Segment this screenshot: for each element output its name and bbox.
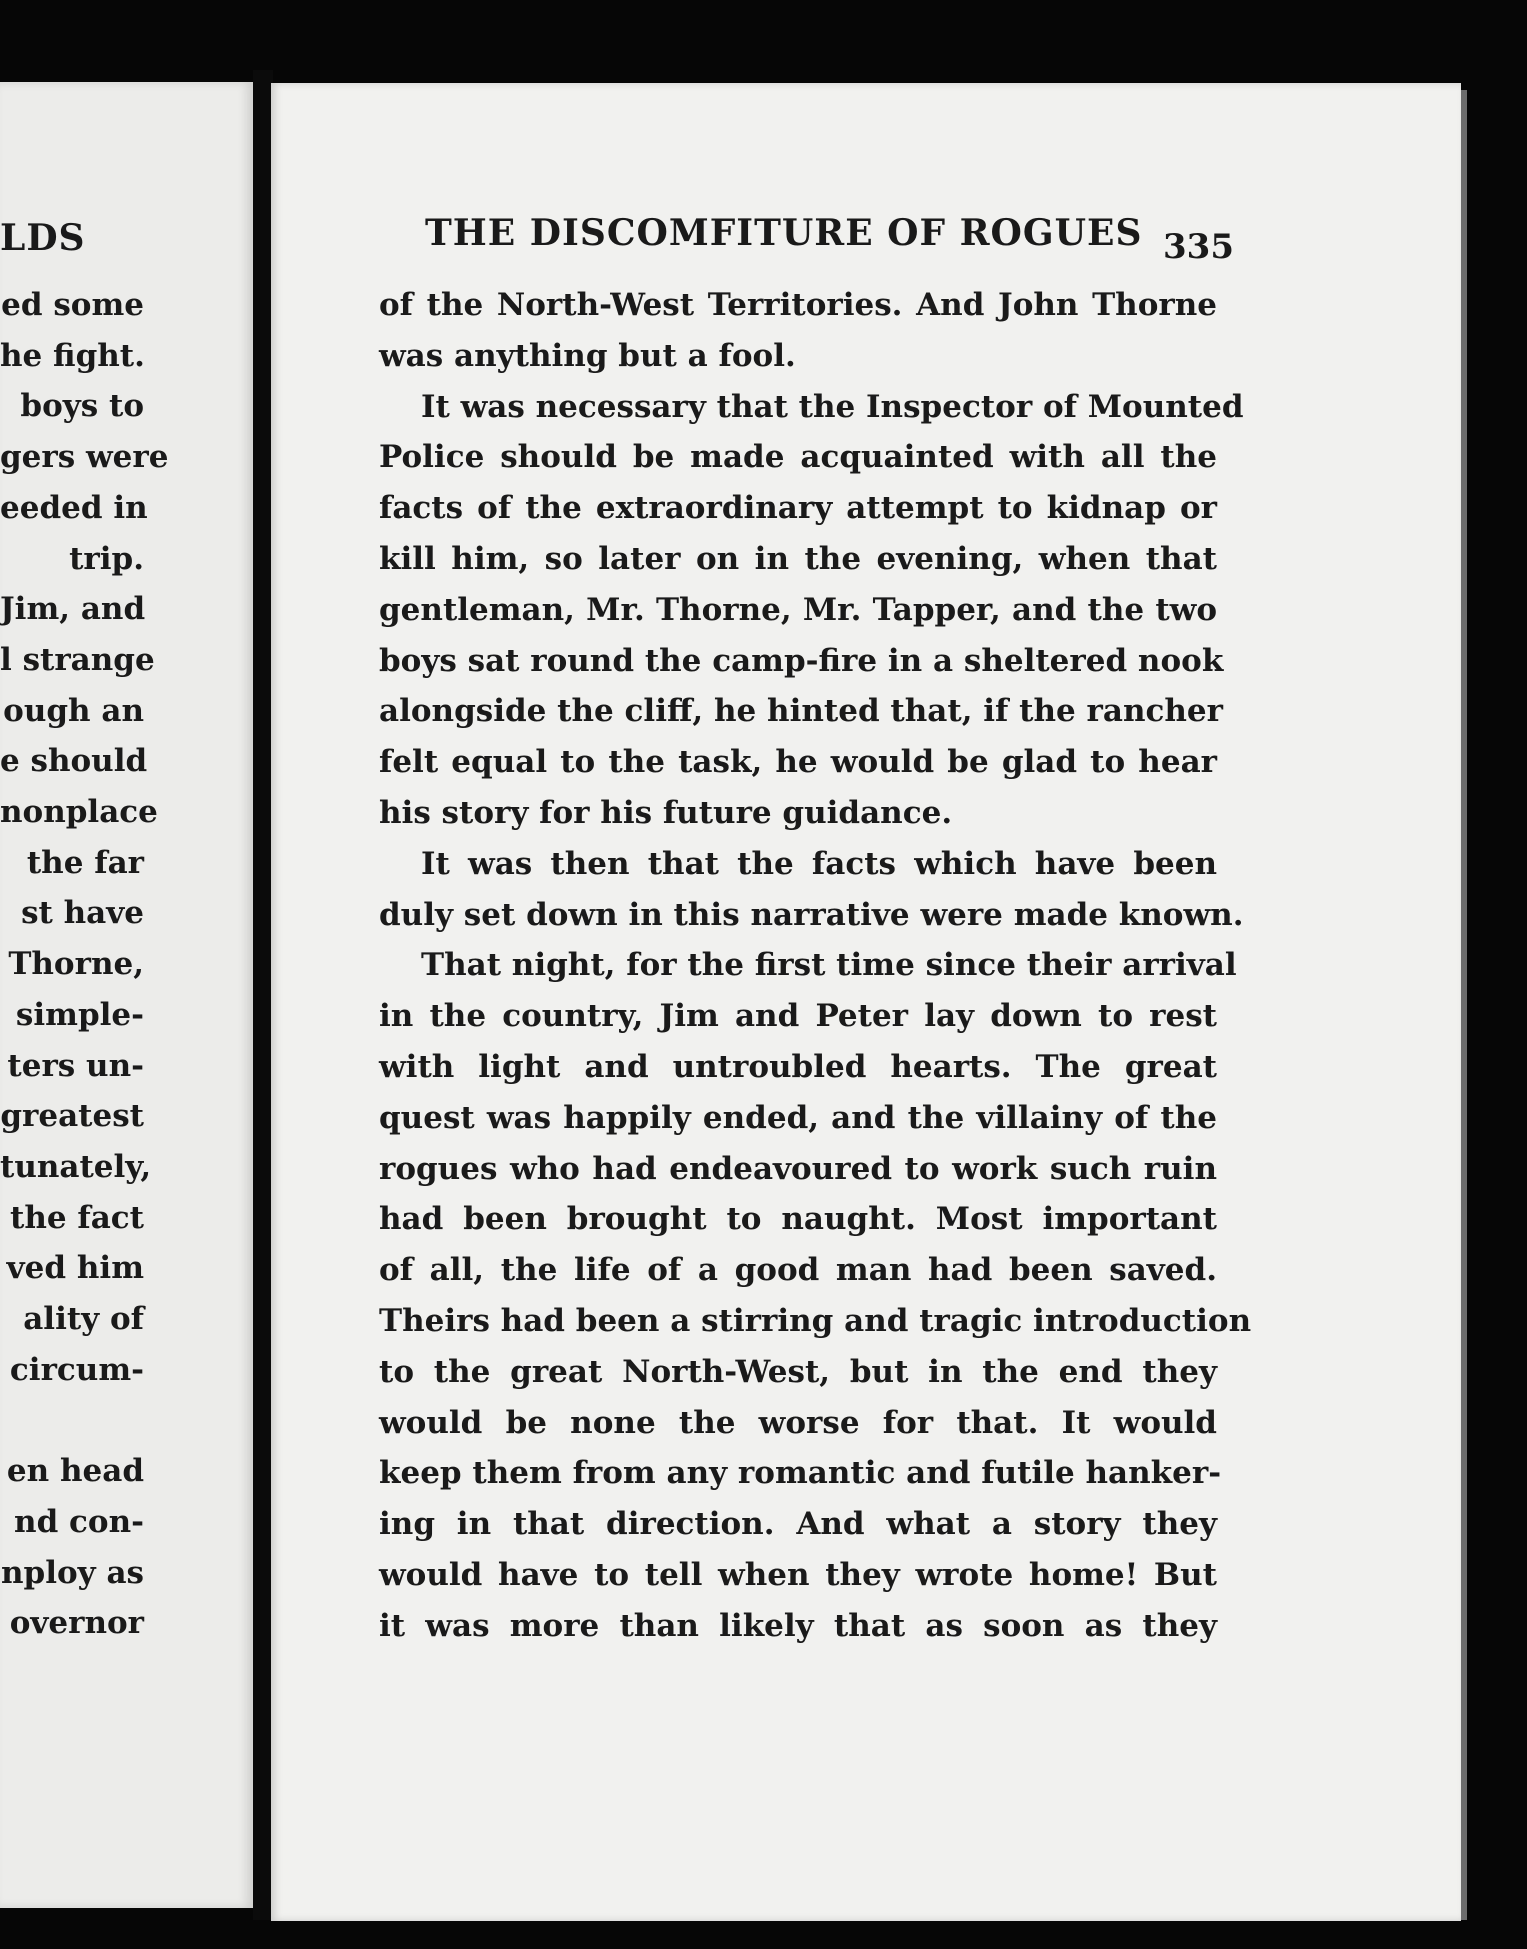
left-text-line: nonplace [0, 794, 158, 830]
body-text-line: had been brought to naught. Most important [379, 1201, 1217, 1238]
body-text-line: facts of the extraordinary attempt to kidnap or [379, 490, 1217, 527]
left-text-line: nploy as [0, 1554, 144, 1591]
body-text-line: It was necessary that the Inspector of Mounted [421, 388, 1244, 425]
book-gutter [253, 70, 273, 1920]
left-text-line: ality of [23, 1301, 144, 1337]
left-text-line: trip. [69, 540, 144, 577]
body-text-line: with light and untroubled hearts. The great [379, 1049, 1217, 1085]
left-text-line: the fact [10, 1199, 144, 1236]
left-text-line: gers were [0, 439, 169, 476]
left-text-line: Jim, and [0, 591, 146, 628]
body-text-line: felt equal to the task, he would be glad to hear [379, 744, 1217, 781]
left-text-line: e should [0, 743, 148, 780]
body-text-line: keep them from any romantic and futile hanker- [379, 1455, 1222, 1492]
body-text-line: It was then that the facts which have been [421, 845, 1217, 882]
left-text-line: en head [6, 1453, 144, 1490]
left-text-line: st have [21, 895, 144, 932]
body-text-line: it was more than likely that as soon as they [379, 1607, 1217, 1644]
left-text-line: he fight. [0, 337, 145, 374]
left-text-line: simple- [15, 996, 144, 1033]
left-text-line: Thorne, [8, 946, 144, 983]
running-head: THE DISCOMFITURE OF ROGUES [425, 212, 1143, 254]
left-text-line: boys to [20, 388, 144, 425]
body-text-line: would have to tell when they wrote home! But [379, 1557, 1217, 1593]
body-text-line: his story for his future guidance. [379, 795, 953, 831]
body-text-line: ing in that direction. And what a story they [379, 1506, 1217, 1543]
body-text-line: rogues who had endeavoured to work such ruin [379, 1150, 1217, 1187]
body-text-line: would be none the worse for that. It would [379, 1404, 1217, 1441]
body-text-line: duly set down in this narrative were made known. [379, 896, 1244, 933]
left-text-line [0, 1398, 248, 1442]
page-edge [1461, 90, 1467, 1920]
left-text-line: ed some [1, 287, 144, 323]
left-text-line: ough an [3, 692, 144, 729]
left-running-head: LDS [0, 217, 86, 259]
body-text-line: That night, for the first time since their arrival [421, 947, 1237, 984]
left-text-line: circum- [9, 1351, 144, 1388]
body-text-line: Theirs had been a stirring and tragic introduction [379, 1303, 1252, 1339]
body-text-line: to the great North-West, but in the end they [379, 1353, 1217, 1390]
body-text-line: Police should be made acquainted with all the [379, 439, 1217, 476]
body-text-line: of all, the life of a good man had been saved. [379, 1252, 1217, 1289]
body-text-line: kill him, so later on in the evening, when that [379, 541, 1217, 577]
left-text-line: tunately, [0, 1148, 152, 1185]
body-text-line: was anything but a fool. [379, 337, 796, 374]
body-text-line: of the North-West Territories. And John Thorne [379, 287, 1217, 323]
left-text-line: l strange [0, 641, 155, 678]
page-number: 335 [1163, 227, 1234, 267]
left-text-line: eeded in [0, 489, 148, 526]
left-text-line: the far [26, 844, 144, 881]
left-text-line: ters un- [7, 1047, 144, 1084]
body-text-line: quest was happily ended, and the villainy of the [379, 1099, 1217, 1136]
body-text-line: alongside the cliff, he hinted that, if the rancher [379, 693, 1223, 730]
left-text-line: greatest [0, 1098, 144, 1135]
body-text-line: gentleman, Mr. Thorne, Mr. Tapper, and the two [379, 591, 1217, 628]
body-text-line: boys sat round the camp-fire in a sheltered nook [379, 642, 1224, 679]
body-text-line: in the country, Jim and Peter lay down to rest [379, 998, 1217, 1035]
left-text-line: nd con- [14, 1503, 144, 1540]
left-text-line: overnor [9, 1605, 144, 1642]
left-text-line: ved him [6, 1250, 144, 1287]
